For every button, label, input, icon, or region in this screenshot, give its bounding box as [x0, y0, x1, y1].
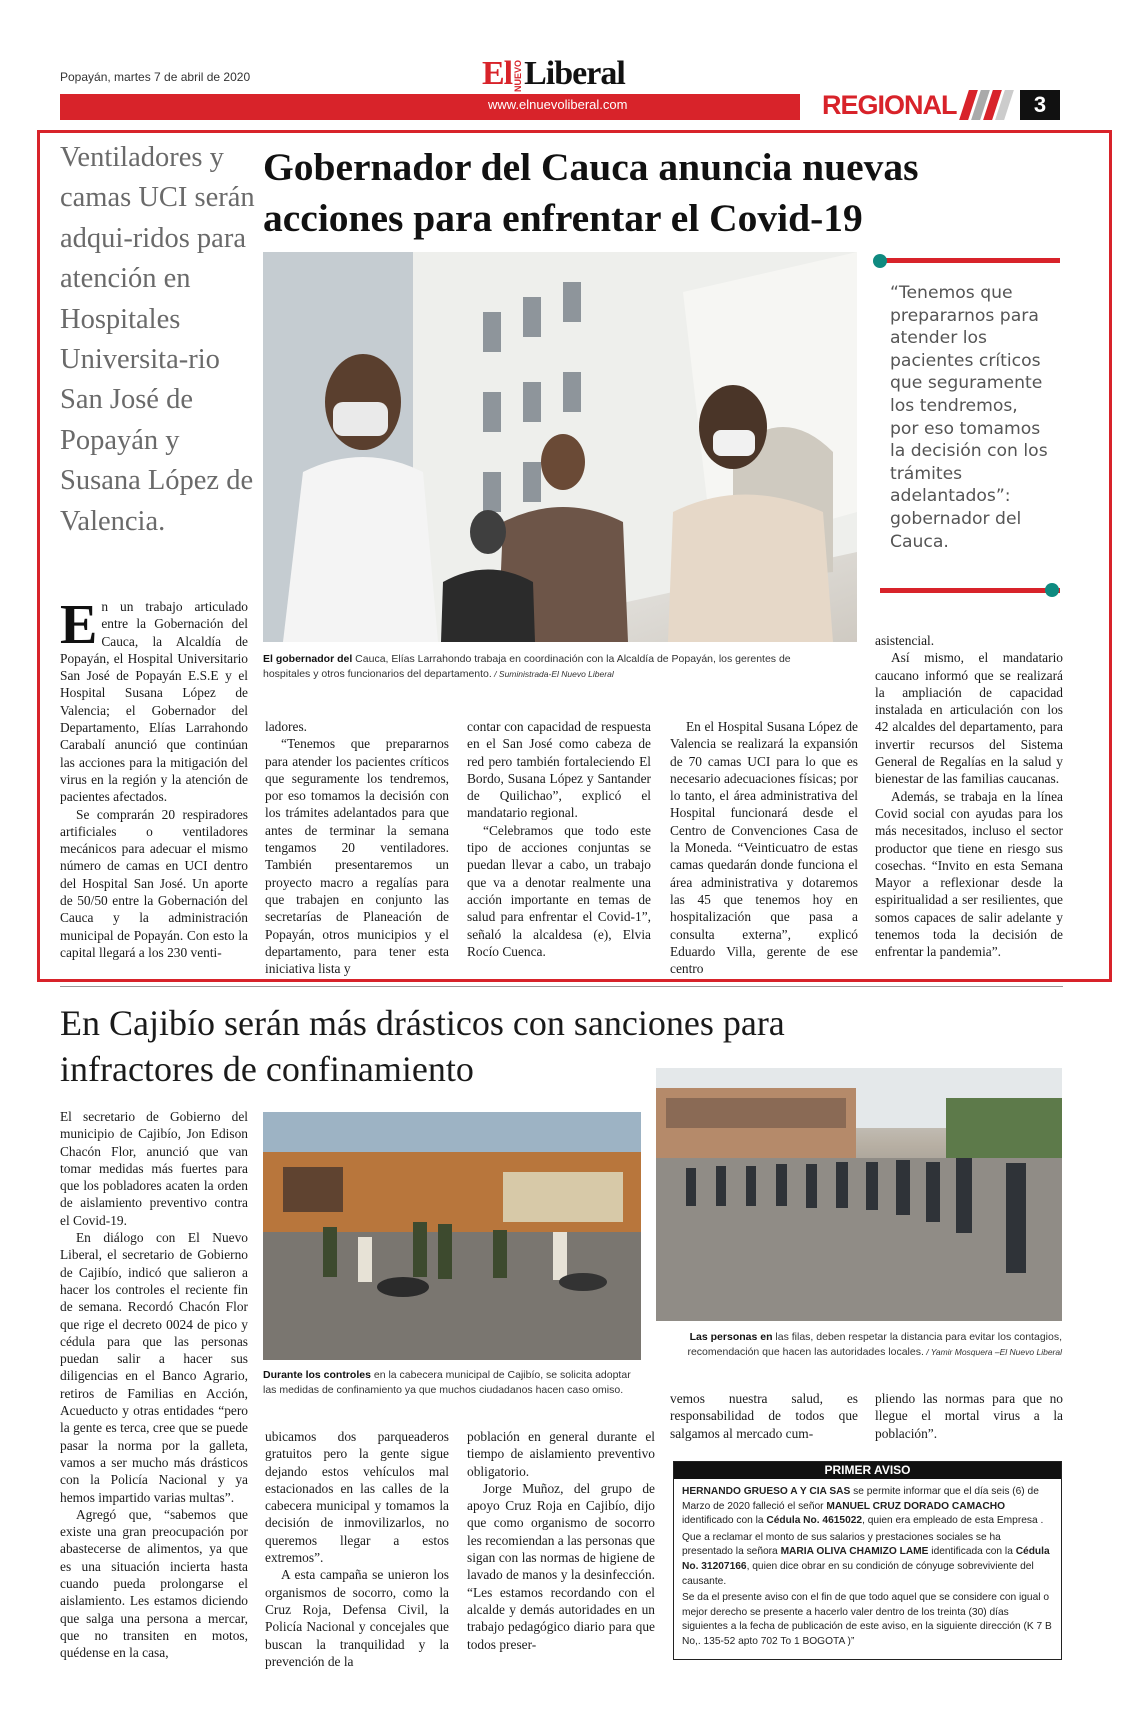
drop-cap: E	[60, 594, 98, 656]
pullquote-dot-top	[873, 254, 887, 268]
article-deck: Ventiladores y camas UCI serán adqui-ridos para atención en Hospitales Universita-rio San José de Popayán y Susana López de Valencia.	[60, 142, 255, 537]
queue-photo	[656, 1068, 1062, 1321]
checkpoint-photo	[263, 1112, 641, 1360]
article-column-2: ladores. “Tenemos que prepararnos para atender los pacientes críticos que seguramente los tendremos, por eso tomamos la decisión con los trámites adelantados para que antes de terminar la semana tengamos 20 ventiladores. También presentaremos un proyecto macro a regalías para que trabajen en conjunto las secretarías de Planeación de Popayán, otros municipios y el departamento, para tener esta iniciativa lista y	[265, 719, 449, 977]
article-column-5: asistencial. Así mismo, el mandatario caucano informó que se realizará la ampliación de capacidad instalada en articulación con los 42 alcaldes del departamento, para invertir recursos del Sistema General de Regalías en la salud y bienestar de las familias caucanas. Además, se trabaja en la línea Covid social con ayudas para los más necesitados, incluso el sector productor que tiene en riesgo sus cosechas. “Invito en esta Semana Mayor a reflexionar desde la espiritualidad a ser resilientes, que somos capaces de salir adelante y tenemos toda la decisión de enfrentar la pandemia”.	[875, 633, 1063, 960]
pullquote-bottom-rule	[880, 588, 1060, 593]
pullquote-dot-bottom	[1045, 583, 1059, 597]
article2-headline: En Cajibío serán más drásticos con sanciones para infractores de confinamiento	[60, 1003, 785, 1089]
pullquote-top-rule	[880, 258, 1060, 263]
notice-title: PRIMER AVISO	[674, 1462, 1061, 1479]
checkpoint-caption: Durante los controles en la cabecera municipal de Cajibío, se solicita adoptar las medidas de confinamiento ya que muchos ciudadanos hacen caso omiso.	[263, 1369, 631, 1396]
article2-column-4: vemos nuestra salud, es responsabilidad de todos que salgamos al mercado cum-	[670, 1391, 858, 1441]
governor-photo-illustration	[263, 252, 857, 642]
pull-quote: “Tenemos que prepararnos para atender los pacientes críticos que seguramente los tendremos, por eso tomamos la decisión con los trámites adelantados”: gobernador del Cauca.	[890, 283, 1048, 552]
article2-column-3: población en general durante el tiempo de aislamiento preventivo obligatorio. Jorge Muñoz, del grupo de apoyo Cruz Roja en Cajibío, dijo que como organismo de socorro les recomiendan a las personas que sigan con las normas de higiene de lavado de manos y la desinfección. “Les estamos recordando con el alcalde y demás autoridades en un trabajo pedagógico diario para que todos preser-	[467, 1429, 655, 1652]
article2-column-1: El secretario de Gobierno del municipio de Cajibío, Jon Edison Chacón Flor, anunció que van tomar medidas más fuertes para que los pobladores acaten la orden de aislamiento preventivo contra el Covid-19. En diálogo con El Nuevo Liberal, el secretario de Gobierno de Cajibío, indicó que salieron a hacer los controles el reciente fin de semana. Recordó Chacón Flor que rige el decreto 0024 de pico y cédula para que las personas puedan salir a hacer sus diligencias en el Banco Agrario, retiros de Familias en Acción, Acueducto y otras entidades “pero la gente es terca, cree que se puede pasar la norma por la galleta, vamos a ser mucho más drásticos con la Policía Nacional y ya hemos impartido varias multas”. Agregó que, “sabemos que existe una gran preocupación por abastecerse de alimentos, ya que es una situación incierta hasta cuando pueda prolongarse el aislamiento. Les estamos diciendo que salga una persona a mercar, que no transiten en motos, quédense en la casa,	[60, 1109, 248, 1661]
article2-column-2: ubicamos dos parqueaderos gratuitos pero la gente sigue dejando estos vehículos mal estacionados en las calles de la cabecera municipal y tomamos la decisión de inmovilizarlos, no queremos llegar a estos extremos”. A esta campaña se unieron los organismos de socorro, como la Cruz Roja, Defensa Civil, la Policía Nacional y concejales que buscan la tranquilidad y la prevención de la	[265, 1429, 449, 1669]
issue-date: Popayán, martes 7 de abril de 2020	[60, 70, 251, 84]
website-url[interactable]: www.elnuevoliberal.com	[488, 97, 628, 112]
article-column-4: En el Hospital Susana López de Valencia se realizará la expansión de 70 camas UCI para lo que es necesario adecuaciones físicas; por lo tanto, el área administrativa del Hospital funcionará desde el Centro de Convenciones Casa de la Moneda. “Veinticuatro de estas camas quedarán donde funciona el área administrativa y dotaremos las 45 que tenemos hoy en hospitalización que pasa a consulta externa”, explicó Eduardo Villa, gerente de ese centro	[670, 719, 858, 977]
article-column-1: En un trabajo articulado entre la Gobernación del Cauca, la Alcaldía de Popayán, el Hospital Universitario San José de Popayán E.S.E y el Hospital Susana López de Valencia; el Gobernador del Departamento, Elías Larrahondo Carabalí anunció que continúan las acciones para la mitigación del virus en la región y la atención de pacientes afectados. Se comprarán 20 respiradores artificiales o ventiladores mecánicos para adecuar el mismo número de camas en UCI dentro del Hospital San José. Un aporte de 50/50 entre la Gobernación del Cauca y la administración municipal de Popayán. Con esto la capital llegará a los 230 venti-	[60, 594, 248, 960]
photo-caption: El gobernador del Cauca, Elías Larrahondo trabaja en coordinación con la Alcaldía de Popayán, los gerentes de hospitales y otros funcionarios del departamento. / Suministrada-El Nuevo Liberal	[263, 653, 791, 680]
section-label: REGIONAL	[822, 90, 957, 120]
article-column-3: contar con capacidad de respuesta en el San José como cabeza de red pero también fortaleciendo El Bordo, Susana López y Santander de Quilichao”, explicó el mandatario regional. “Celebramos que todo este tipo de acciones conjuntas se puedan llevar a cabo, un trabajo que va a denotar realmente una acción importante en temas de salud para enfrentar el Covid-1”, señaló la alcaldesa (e), Elvia Rocío Cuenca.	[467, 719, 651, 959]
notice-body: HERNANDO GRUESO A Y CIA SAS se permite informar que el día seis (6) de Marzo de 2020 falleció el señor MANUEL CRUZ DORADO CAMACHO identificado con la Cédula No. 4615022, quien era empleado de esta Empresa . Que a reclamar el monto de sus salarios y prestaciones sociales se ha presentado la señora MARIA OLIVA CHAMIZO LAME identificada con la Cédula No. 31207166, quien dice obrar en su condición de cónyuge sobreviviente del causante. Se da el presente aviso con el fin de que todo aquel que se considere con igual o mejor derecho se presente a hacerlo valer dentro de los treinta (30) días siguientes a la fecha de publicación de este aviso, en la siguiente dirección (K 7 B No,. 135-52 apto 702 To 1 BOGOTA )”	[682, 1486, 1052, 1647]
header-red-bar	[60, 94, 800, 120]
governor-photo	[263, 252, 857, 642]
article2-column-5: pliendo las normas para que no llegue el mortal virus a la población”.	[875, 1391, 1063, 1441]
page-number: 3	[1020, 90, 1060, 120]
article-headline: Gobernador del Cauca anuncia nuevas acciones para enfrentar el Covid-19	[263, 145, 919, 240]
queue-caption: Las personas en las filas, deben respetar la distancia para evitar los contagios, recomendación que hacen las autoridades locales. / Yamir Mosquera –El Nuevo Liberal	[687, 1331, 1062, 1358]
article-divider	[60, 986, 1063, 987]
newspaper-logo: ElNUEVOLiberal	[482, 55, 625, 93]
queue-photo-illustration	[656, 1068, 1062, 1321]
legal-notice	[673, 1461, 1062, 1660]
checkpoint-photo-illustration	[263, 1112, 641, 1360]
